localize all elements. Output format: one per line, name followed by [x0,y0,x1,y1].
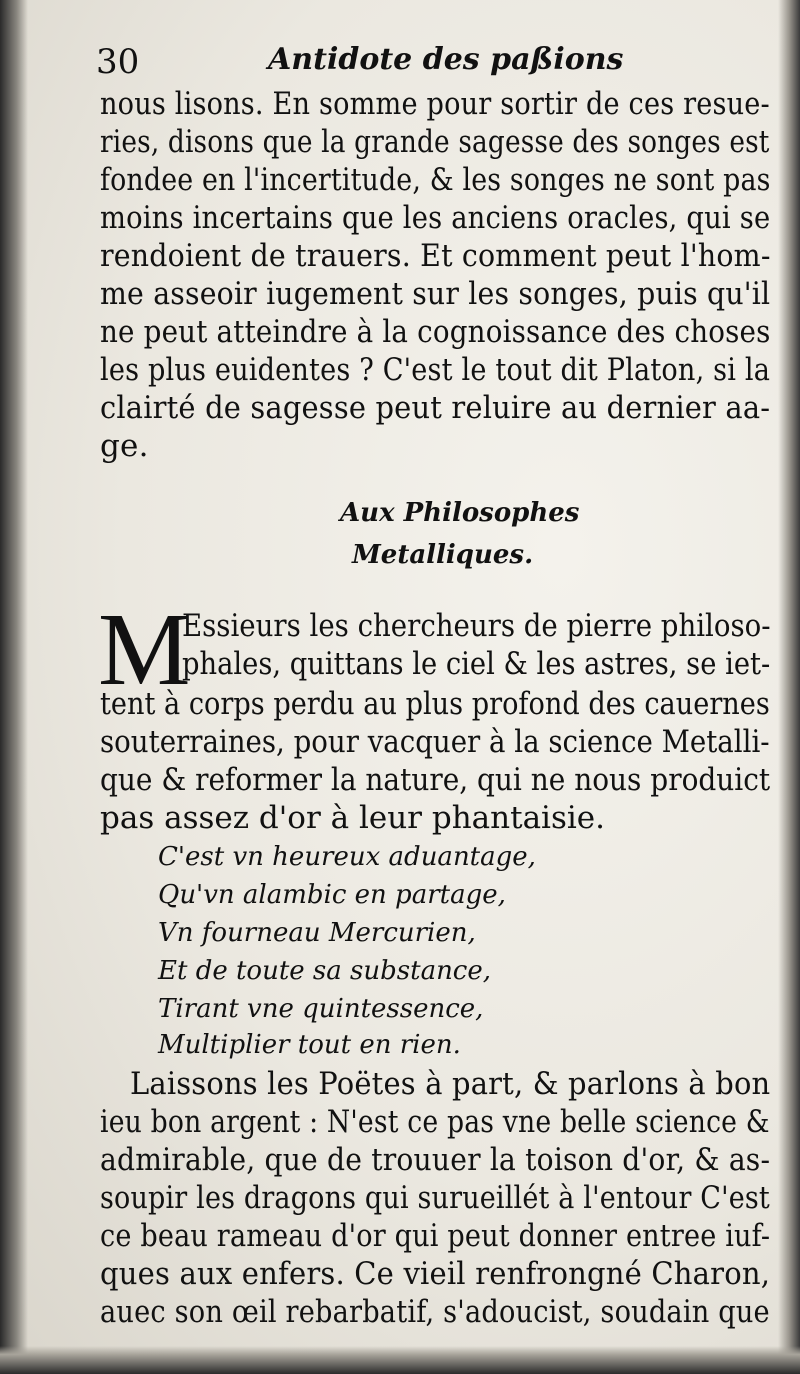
paragraph-line: auec son œil rebarbatif, s'adoucist, soudain que [100,1294,770,1330]
verse-line: Multiplier tout en rien. [158,1030,461,1060]
paragraph-line: nous lisons. En somme pour sortir de ces resue- [100,86,770,122]
paragraph-line: ries, disons que la grande sagesse des songes est [100,124,770,160]
paragraph-line: rendoient de trauers. Et comment peut l'hom- [100,238,771,274]
paragraph-line: phales, quittans le ciel & les astres, se iet- [182,646,771,682]
paragraph-line: Laissons les Poëtes à part, & parlons à bon [130,1066,771,1102]
paragraph-line: Essieurs les chercheurs de pierre philoso- [182,608,771,644]
paragraph-line: fondee en l'incertitude, & les songes ne sont pas [100,162,771,198]
paragraph-line: ques aux enfers. Ce vieil renfrongné Charon, [100,1256,771,1292]
page-shadow-right [778,0,800,1374]
paragraph-line: soupir les dragons qui surueillét à l'entour C'est [100,1180,770,1216]
paragraph-line: moins incertains que les anciens oracles, qui se [100,200,771,236]
paragraph-line: que & reformer la nature, qui ne nous produict [100,762,771,798]
paragraph-line: ne peut atteindre à la cognoissance des choses [100,314,771,350]
verse-line: Qu'vn alambic en partage, [158,880,506,910]
drop-cap: M [98,592,191,707]
section-heading-line2: Metalliques. [352,540,534,570]
paragraph-line: admirable, que de trouuer la toison d'or, & as- [100,1142,771,1178]
paragraph-line: pas assez d'or à leur phantaisie. [100,800,605,836]
page-number: 30 [96,42,140,82]
running-title: Antidote des paßions [268,42,624,77]
page-shadow-left [0,0,28,1374]
page-shadow-bottom [0,1346,800,1374]
section-heading-line1: Aux Philosophes [340,498,580,528]
paragraph-line: ieu bon argent : N'est ce pas vne belle science & [100,1104,770,1140]
paragraph-line: ce beau rameau d'or qui peut donner entree iuf- [100,1218,771,1254]
verse-line: Tirant vne quintessence, [158,994,484,1024]
paragraph-line: me asseoir iugement sur les songes, puis qu'il [100,276,771,312]
paragraph-line: les plus euidentes ? C'est le tout dit Platon, si la [100,352,771,388]
verse-line: Et de toute sa substance, [158,956,492,986]
paragraph-line: souterraines, pour vacquer à la science Metalli- [100,724,770,760]
paragraph-line: tent à corps perdu au plus profond des cauernes [100,686,770,722]
verse-line: Vn fourneau Mercurien, [158,918,476,948]
paragraph-line: clairté de sagesse peut reluire au dernier aa- [100,390,771,426]
verse-line: C'est vn heureux aduantage, [158,842,536,872]
paragraph-line: ge. [100,428,149,464]
